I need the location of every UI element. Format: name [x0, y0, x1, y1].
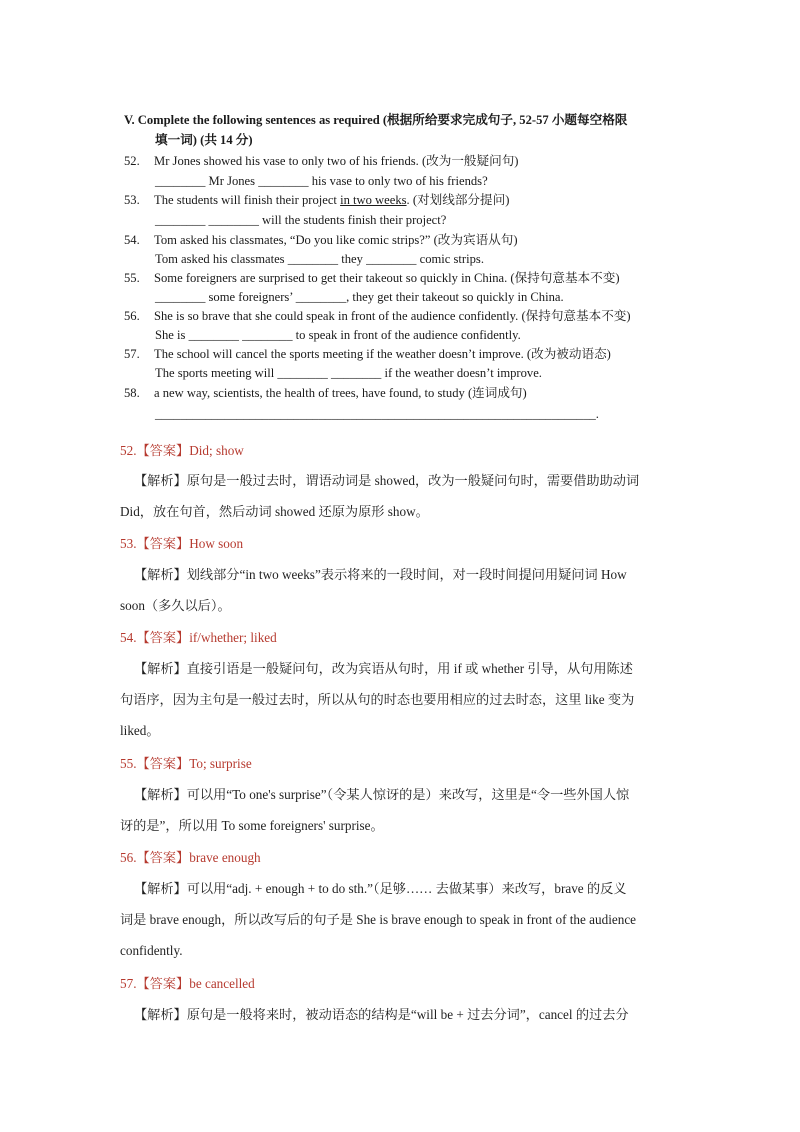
question-number: 57.: [124, 347, 140, 361]
answer-57: 57.【答案】be cancelled: [120, 976, 255, 991]
analysis-53-line-1: 【解析】划线部分“in two weeks”表示将来的一段时间，对一段时间提问用疑问词 How: [134, 567, 627, 582]
analysis-53-line-2: soon（多久以后）。: [120, 598, 231, 613]
analysis-55-line-2: 讶的是”，所以用 To some foreigners' surprise。: [120, 818, 384, 833]
analysis-54-line-2: 句语序，因为主句是一般过去时，所以从句的时态也要用相应的过去时态，这里 like 变为: [120, 692, 635, 707]
answer-55: 55.【答案】To; surprise: [120, 756, 252, 771]
question-text: The school will cancel the sports meeting if the weather doesn’t improve. (改为被动语态): [154, 347, 611, 361]
question-text-tail: . (对划线部分提问): [406, 193, 510, 207]
question-56: [124, 308, 631, 324]
analysis-55-line-1: 【解析】可以用“To one's surprise”（令某人惊讶的是）来改写，这里是“令一些外国人惊: [134, 787, 630, 802]
question-text: a new way, scientists, the health of trees, have found, to study (连词成句): [154, 386, 527, 400]
question-52: [124, 153, 519, 169]
question-text: She is so brave that she could speak in front of the audience confidently. (保持句意基本不变): [154, 309, 631, 323]
underlined-phrase: in two weeks: [340, 193, 407, 207]
analysis-52-line-2: Did，放在句首，然后动词 showed 还原为原形 show。: [120, 504, 429, 519]
question-54: [124, 232, 518, 248]
question-58: [124, 385, 527, 401]
answer-53: 53.【答案】How soon: [120, 536, 244, 551]
question-number: 55.: [124, 271, 140, 285]
answer-54: 54.【答案】if/whether; liked: [120, 630, 277, 645]
question-number: 58.: [124, 386, 140, 400]
analysis-54-line-3: liked。: [120, 723, 160, 738]
question-57: [124, 346, 611, 362]
question-number: 53.: [124, 193, 140, 207]
exercise-section: [124, 108, 676, 434]
section-title-line-1: V. Complete the following sentences as required (根据所给要求完成句子, 52-57 小题每空格限: [124, 113, 628, 127]
question-text: Mr Jones showed his vase to only two of his friends. (改为一般疑问句): [154, 154, 519, 168]
question-53: [124, 192, 509, 208]
answer-52: 52.【答案】Did; show: [120, 443, 244, 458]
answer-56: 56.【答案】brave enough: [120, 850, 261, 865]
question-text: The students will finish their project: [154, 193, 341, 207]
analysis-52-line-1: 【解析】原句是一般过去时，谓语动词是 showed，改为一般疑问句时，需要借助助动词: [134, 473, 640, 488]
question-55-blank-line: ________ some foreigners’ ________, they get their takeout so quickly in China.: [155, 290, 564, 304]
question-text: Tom asked his classmates, “Do you like comic strips?” (改为宾语从句): [154, 233, 518, 247]
analysis-56-line-2: 词是 brave enough，所以改写后的句子是 She is brave enough to speak in front of the audience: [120, 912, 637, 927]
question-number: 56.: [124, 309, 140, 323]
analysis-56-line-1: 【解析】可以用“adj. + enough + to do sth.”（足够…… 去做某事）来改写，brave 的反义: [134, 881, 627, 896]
analysis-57-line-1: 【解析】原句是一般将来时，被动语态的结构是“will be + 过去分词”，cancel 的过去分: [134, 1007, 629, 1022]
question-54-blank-line: Tom asked his classmates ________ they ________ comic strips.: [155, 252, 484, 266]
analysis-56-line-3: confidently.: [120, 943, 183, 958]
question-number: 52.: [124, 154, 140, 168]
question-57-blank-line: The sports meeting will ________ ________ if the weather doesn’t improve.: [155, 366, 542, 380]
question-53-blank-line: ________ ________ will the students finish their project?: [155, 213, 447, 227]
question-55: [124, 270, 620, 286]
question-52-blank-line: ________ Mr Jones ________ his vase to only two of his friends?: [155, 174, 488, 188]
question-number: 54.: [124, 233, 140, 247]
question-58-answer-line: ______________________________________________________________________.: [155, 407, 599, 421]
question-text: Some foreigners are surprised to get their takeout so quickly in China. (保持句意基本不变): [154, 271, 620, 285]
question-56-blank-line: She is ________ ________ to speak in front of the audience confidently.: [155, 328, 521, 342]
analysis-54-line-1: 【解析】直接引语是一般疑问句，改为宾语从句时，用 if 或 whether 引导，从句用陈述: [134, 661, 633, 676]
section-title-line-2: 填一词) (共 14 分): [155, 133, 253, 147]
